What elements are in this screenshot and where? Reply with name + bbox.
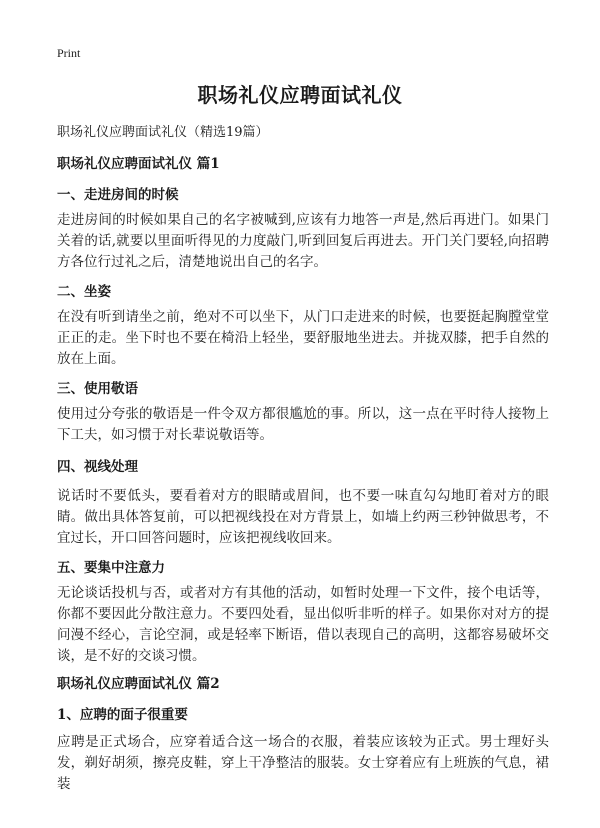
item-heading-sitting-posture: 二、坐姿 <box>57 284 111 300</box>
paragraph-appearance: 应聘是正式场合，应穿着适合这一场合的衣服，着装应该较为正式。男士理好头发，剃好胡须，擦亮皮鞋，穿上干净整洁的服装。女士穿着应有上班族的气息，裙装 <box>57 734 549 792</box>
paragraph-entering-room: 走进房间的时候如果自己的名字被喊到,应该有力地答一声是,然后再进门。如果门关着的话,就要以里面听得见的力度敲门,听到回复后再进去。开门关门要轻,向招聘方各位行过礼之后，清楚地说出自己的名字。 <box>57 212 549 270</box>
print-link[interactable]: Print <box>57 46 81 60</box>
document-title: 职场礼仪应聘面试礼仪 <box>197 83 403 107</box>
paragraph-attention: 无论谈话投机与否，或者对方有其他的活动，如暂时处理一下文件，接个电话等，你都不要因此分散注意力。不要四处看，显出似听非听的样子。如果你对对方的提问漫不经心，言论空洞，或是轻率下断语，借以表现自己的高明，这都容易破坏交谈，是不好的交谈习惯。 <box>57 585 549 664</box>
item-heading-entering-room: 一、走进房间的时候 <box>57 187 179 203</box>
document-subtitle: 职场礼仪应聘面试礼仪（精选19篇） <box>57 125 269 140</box>
item-heading-attention: 五、要集中注意力 <box>57 560 165 576</box>
paragraph-honorifics: 使用过分夸张的敬语是一件令双方都很尴尬的事。所以，这一点在平时待人接物上下工夫，如习惯于对长辈说敬语等。 <box>57 406 549 443</box>
paragraph-sitting-posture: 在没有听到请坐之前，绝对不可以坐下，从门口走进来的时候，也要挺起胸膛堂堂正正的走。坐下时也不要在椅沿上轻坐，要舒服地坐进去。并拢双膝，把手自然的放在上面。 <box>57 309 549 367</box>
paragraph-eye-contact: 说话时不要低头，要看着对方的眼睛或眉间，也不要一味直勾勾地盯着对方的眼睛。做出具体答复前，可以把视线投在对方背景上，如墙上约两三秒钟做思考，不宜过长，开口回答问题时，应该把视线收回来。 <box>57 488 549 546</box>
section-heading-2: 职场礼仪应聘面试礼仪 篇2 <box>57 676 220 692</box>
item-heading-eye-contact: 四、视线处理 <box>57 459 138 475</box>
item-heading-appearance: 1、应聘的面子很重要 <box>57 707 188 723</box>
item-heading-honorifics: 三、使用敬语 <box>57 381 138 397</box>
section-heading-1: 职场礼仪应聘面试礼仪 篇1 <box>57 156 220 172</box>
